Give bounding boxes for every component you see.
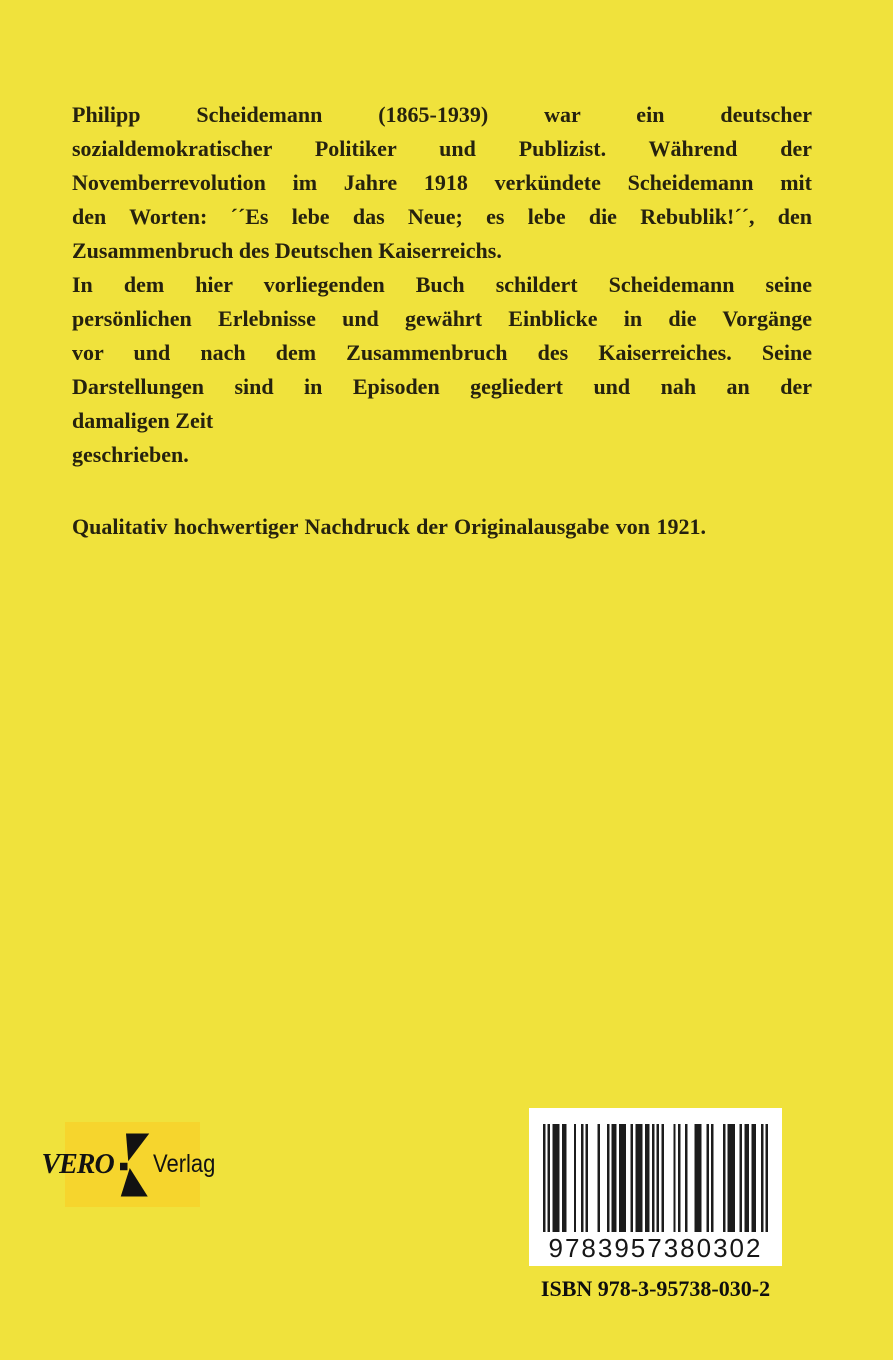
- blurb-line: Zusammenbruch des Deutschen Kaiserreichs.: [72, 238, 502, 263]
- blurb-line: Darstellungen sind in Episoden gegliedert und nah an der: [72, 374, 812, 399]
- hourglass-icon: [117, 1133, 150, 1197]
- blurb-line: In dem hier vorliegenden Buch schildert Scheidemann seine: [72, 272, 812, 297]
- isbn-barcode: [529, 1108, 782, 1266]
- blurb-line: vor und nach dem Zusammenbruch des Kaiserreiches. Seine: [72, 340, 812, 365]
- blurb-paragraph-2: [72, 268, 812, 472]
- blurb-line: geschrieben.: [72, 442, 189, 467]
- blurb-line: Novemberrevolution im Jahre 1918 verkündete Scheidemann mit: [72, 170, 812, 195]
- blurb-text: [72, 98, 812, 544]
- blurb-line: damaligen Zeit: [72, 408, 214, 433]
- publisher-name-regular: Verlag: [152, 1150, 216, 1178]
- blurb-line: den Worten: ´´Es lebe das Neue; es lebe die Rebublik!´´, den: [72, 204, 812, 229]
- publisher-logo: [41, 1122, 216, 1207]
- publisher-name-bold: VERO: [41, 1148, 114, 1180]
- blurb-line: persönlichen Erlebnisse und gewährt Einblicke in die Vorgänge: [72, 306, 812, 331]
- reprint-note: Qualitativ hochwertiger Nachdruck der Originalausgabe von 1921.: [72, 514, 707, 539]
- barcode-bars-icon: [543, 1124, 768, 1232]
- blurb-line: Philipp Scheidemann (1865-1939) war ein deutscher: [72, 102, 812, 127]
- barcode-number: 9783957380302: [548, 1233, 763, 1263]
- blurb-line: sozialdemokratischer Politiker und Publizist. Während der: [72, 136, 812, 161]
- isbn-label: ISBN 978-3-95738-030-2: [540, 1276, 771, 1301]
- blurb-paragraph-1: [72, 98, 812, 268]
